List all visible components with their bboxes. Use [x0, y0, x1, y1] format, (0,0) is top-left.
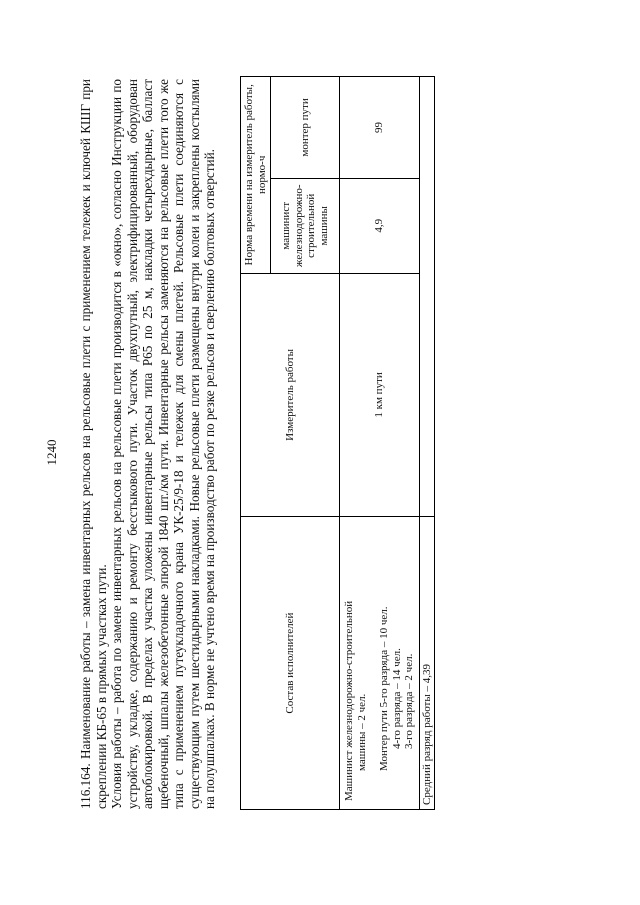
header-machinist: машинист железнодорожно-строительной машины: [271, 178, 340, 273]
norm-fitter-value: 99: [340, 77, 420, 179]
work-conditions: Условия работы – работа по замене инвентарных рельсов на рельсовые плети производится в «окно», согласно Инструкции по устройству, укладке, содержанию и ремонту бесстыкового пути. Участок двухпутный, электрифицированный, оборудован автоблокировкой. В пределах участка уложены инвентарные рельсы типа Р65 по 25 м, накладки четырехдырные, балласт щебеночный, шпалы железобетонные эпюрой 1840 шт./км пути. Инвентарные рельсы заменяются на рельсовые плети того же типа с применением путеукладочного крана УК-25/9-18 и тележек для смены плетей. Рельсовые плети соединяются с существующим путем шестидырными накладками. Новые рельсовые плети размещены внутри колеи и закреплены костылями на полушпалках. В норме не учтено время на производство работ по резке рельсов и сверлению болтовых отверстий.: [109, 79, 217, 809]
composition-line: 4-го разряда – 14 чел.: [390, 648, 403, 749]
task-title: 116.164. Наименование работы – замена инвентарных рельсов на рельсовые плети с применением тележек и ключей КШГ при скреплении КБ-65 в прямых участках пути.: [78, 79, 109, 809]
footer-empty: [419, 77, 435, 517]
composition-line: Машинист железнодорожно-строительной: [343, 600, 355, 801]
composition-line: Монтер пути 5-го разряда – 10 чел.: [378, 606, 390, 771]
header-composition: Состав исполнителей: [241, 517, 340, 810]
header-unit: Измеритель работы: [241, 273, 340, 517]
task-description: [78, 79, 218, 809]
page-number: 1240: [44, 439, 59, 466]
composition-line: машины – 2 чел.: [355, 693, 368, 771]
composition-cell: [340, 517, 420, 810]
average-grade: Средний разряд работы – 4,39: [419, 517, 435, 810]
norm-machinist-value: 4,9: [340, 178, 420, 273]
header-fitter: монтер пути: [271, 77, 340, 179]
norm-table: [240, 76, 435, 810]
unit-value: 1 км пути: [340, 273, 420, 517]
header-norm: Норма времени на измеритель работы, нормо-ч: [241, 77, 271, 274]
composition-line: 3-го разряда – 2 чел.: [403, 653, 415, 749]
